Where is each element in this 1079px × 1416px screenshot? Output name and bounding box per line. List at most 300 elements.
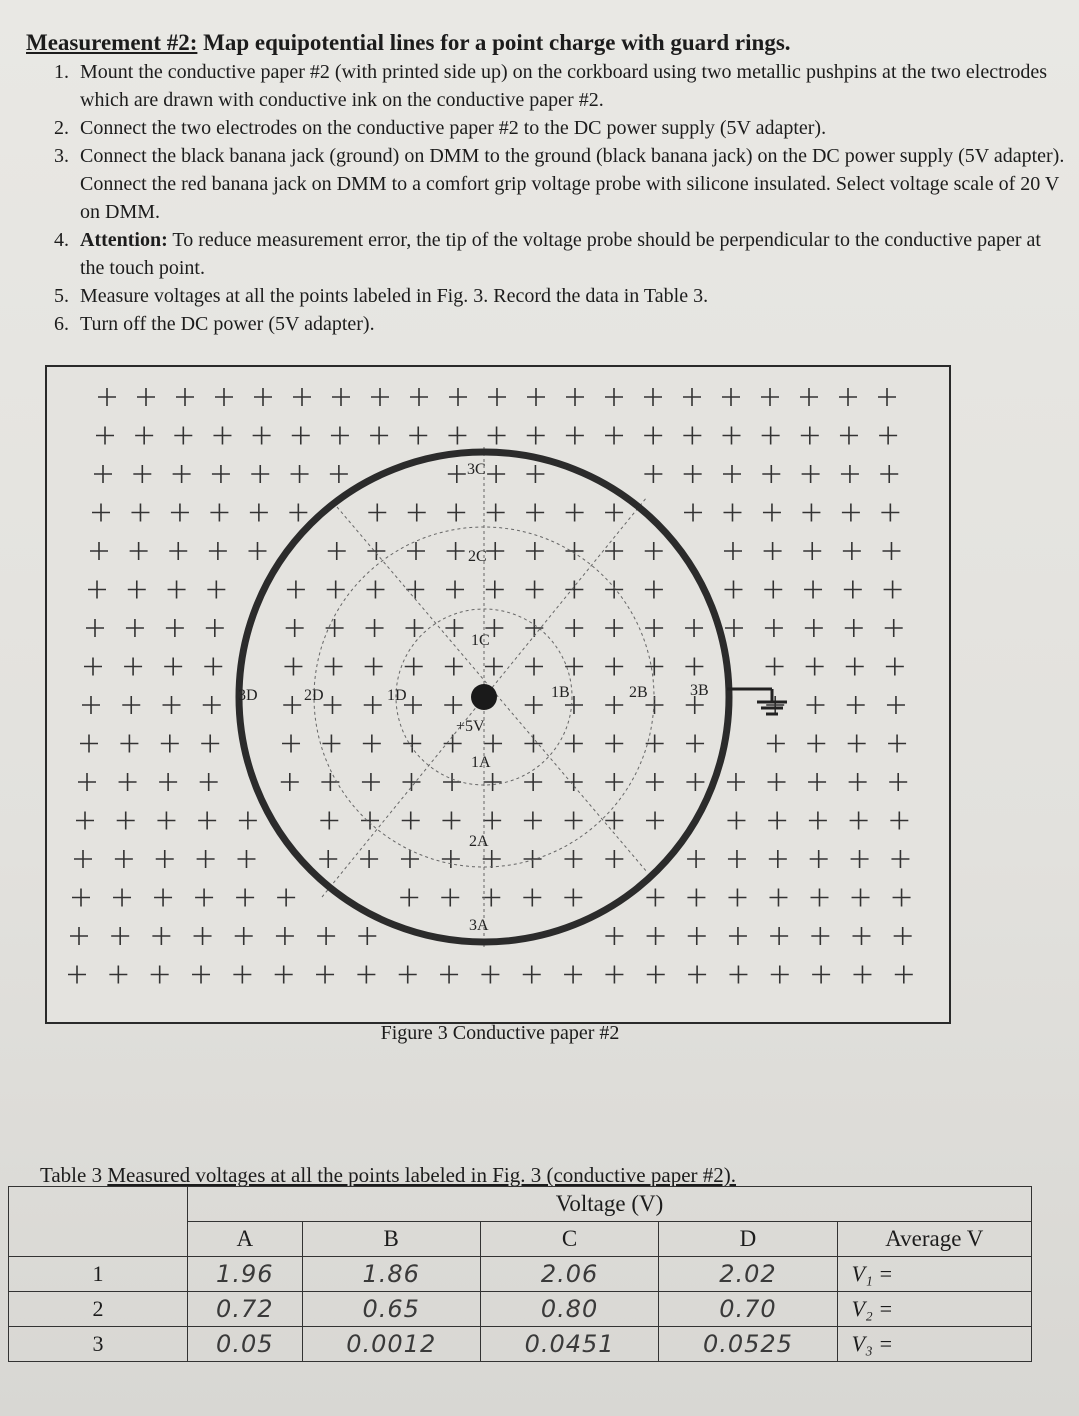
label-2a: 2A: [469, 833, 489, 850]
measurement-heading: Map equipotential lines for a point charge with guard rings.: [203, 30, 791, 55]
cell-2b: 0.65: [302, 1292, 480, 1327]
grid-cross: [565, 619, 583, 637]
grid-cross: [287, 581, 305, 599]
grid-cross: [98, 388, 116, 406]
column-average-header: Average V: [837, 1222, 1031, 1257]
grid-cross: [326, 619, 344, 637]
grid-cross: [605, 696, 623, 714]
grid-cross: [605, 658, 623, 676]
grid-cross: [402, 812, 420, 830]
grid-cross: [317, 927, 335, 945]
grid-cross: [405, 619, 423, 637]
grid-cross: [878, 388, 896, 406]
grid-cross: [644, 465, 662, 483]
grid-cross: [445, 619, 463, 637]
cell-3b: 0.0012: [302, 1327, 480, 1362]
measurement-label: Measurement #2:: [26, 30, 198, 55]
grid-cross: [109, 966, 127, 984]
grid-cross: [166, 619, 184, 637]
grid-cross: [203, 696, 221, 714]
grid-cross: [74, 850, 92, 868]
grid-cross: [406, 581, 424, 599]
grid-cross: [319, 850, 337, 868]
grid-cross: [645, 619, 663, 637]
grid-cross: [644, 388, 662, 406]
grid-cross: [215, 388, 233, 406]
table-row: [9, 1257, 1032, 1292]
label-2b: 2B: [629, 684, 648, 701]
grid-cross: [174, 427, 192, 445]
grid-cross: [645, 542, 663, 560]
grid-cross: [92, 504, 110, 522]
grid-cross: [68, 966, 86, 984]
grid-cross: [850, 812, 868, 830]
table-row: [9, 1292, 1032, 1327]
cell-1d: 2.02: [659, 1257, 837, 1292]
grid-cross: [839, 388, 857, 406]
grid-cross: [281, 773, 299, 791]
step-3: 3. Connect the black banana jack (ground) on DMM to the ground (black banana jack) on the DC power supply (5V adapter). Connect the red banana jack on DMM to a comfort grip voltage probe with silicone insulated. Select voltage scale of 20 V on DMM.: [74, 142, 1066, 226]
grid-cross: [210, 504, 228, 522]
grid-cross: [886, 658, 904, 676]
grid-cross: [201, 735, 219, 753]
label-3d: 3D: [238, 687, 258, 704]
grid-cross: [766, 696, 784, 714]
row-2-label: 2: [9, 1292, 188, 1327]
grid-cross: [277, 889, 295, 907]
grid-cross: [135, 427, 153, 445]
grid-cross: [448, 427, 466, 445]
column-a-header: A: [188, 1222, 303, 1257]
grid-cross: [843, 542, 861, 560]
grid-cross: [96, 427, 114, 445]
instructions: [26, 28, 1066, 338]
grid-cross: [486, 542, 504, 560]
grid-cross: [440, 966, 458, 984]
grid-cross: [168, 581, 186, 599]
grid-cross: [239, 812, 257, 830]
grid-cross: [565, 542, 583, 560]
grid-cross: [488, 388, 506, 406]
grid-cross: [322, 735, 340, 753]
grid-cross: [762, 427, 780, 445]
label-1d: 1D: [387, 687, 407, 704]
grid-cross: [605, 773, 623, 791]
grid-cross: [157, 812, 175, 830]
label-1c: 1C: [471, 632, 490, 649]
cell-3a: 0.05: [188, 1327, 303, 1362]
cell-2d: 0.70: [659, 1292, 837, 1327]
grid-cross: [729, 927, 747, 945]
grid-cross: [524, 850, 542, 868]
grid-cross: [645, 658, 663, 676]
grid-cross: [889, 773, 907, 791]
grid-cross: [683, 388, 701, 406]
grid-cross: [727, 812, 745, 830]
grid-cross: [566, 504, 584, 522]
grid-cross: [78, 773, 96, 791]
grid-cross: [113, 889, 131, 907]
grid-cross: [446, 581, 464, 599]
grid-cross: [688, 966, 706, 984]
cell-3d: 0.0525: [659, 1327, 837, 1362]
grid-cross: [171, 504, 189, 522]
grid-cross: [357, 966, 375, 984]
grid-cross: [768, 773, 786, 791]
grid-cross: [809, 812, 827, 830]
grid-cross: [526, 504, 544, 522]
label-2c: 2C: [468, 548, 487, 565]
grid-cross: [200, 773, 218, 791]
grid-cross: [605, 581, 623, 599]
grid-cross: [808, 773, 826, 791]
grid-cross: [605, 735, 623, 753]
grid-cross: [292, 427, 310, 445]
grid-cross: [442, 812, 460, 830]
grid-cross: [368, 504, 386, 522]
grid-cross: [286, 619, 304, 637]
grid-cross: [117, 812, 135, 830]
grid-cross: [769, 850, 787, 868]
attention-label: Attention:: [80, 229, 168, 251]
grid-cross: [408, 504, 426, 522]
step-2: 2. Connect the two electrodes on the conductive paper #2 to the DC power supply (5V adapter).: [74, 114, 1066, 142]
cell-2-average: V₂ =: [837, 1292, 1031, 1327]
grid-cross: [684, 504, 702, 522]
grid-cross: [770, 927, 788, 945]
grid-cross: [564, 966, 582, 984]
grid-cross: [358, 927, 376, 945]
grid-cross: [409, 427, 427, 445]
grid-cross: [207, 581, 225, 599]
grid-cross: [404, 696, 422, 714]
row-1-label: 1: [9, 1257, 188, 1292]
grid-cross: [360, 850, 378, 868]
grid-cross: [327, 581, 345, 599]
grid-cross: [293, 388, 311, 406]
grid-cross: [88, 581, 106, 599]
grid-cross: [724, 581, 742, 599]
grid-cross: [646, 773, 664, 791]
grid-cross: [284, 658, 302, 676]
label-3c: 3C: [467, 461, 486, 478]
grid-cross: [365, 658, 383, 676]
grid-cross: [76, 812, 94, 830]
grid-cross: [688, 927, 706, 945]
grid-cross: [767, 735, 785, 753]
grid-cross: [846, 658, 864, 676]
grid-cross: [276, 927, 294, 945]
label-3a: 3A: [469, 917, 489, 934]
grid-cross: [484, 735, 502, 753]
step-4: [74, 226, 1066, 282]
grid-cross: [565, 812, 583, 830]
grid-cross: [364, 696, 382, 714]
grid-cross: [176, 388, 194, 406]
grid-cross: [847, 696, 865, 714]
cell-1-average: V₁ =: [837, 1257, 1031, 1292]
grid-cross: [763, 504, 781, 522]
grid-cross: [811, 889, 829, 907]
grid-cross: [449, 388, 467, 406]
grid-cross: [137, 388, 155, 406]
grid-cross: [683, 427, 701, 445]
grid-cross: [173, 465, 191, 483]
grid-cross: [283, 696, 301, 714]
grid-cross: [525, 619, 543, 637]
grid-cross: [526, 581, 544, 599]
grid-cross: [115, 850, 133, 868]
grid-cross: [328, 542, 346, 560]
grid-cross: [484, 773, 502, 791]
grid-cross: [448, 465, 466, 483]
grid-cross: [723, 465, 741, 483]
grid-cross: [323, 696, 341, 714]
grid-cross: [802, 465, 820, 483]
grid-cross: [441, 889, 459, 907]
grid-cross: [646, 735, 664, 753]
grid-cross: [565, 581, 583, 599]
grid-cross: [367, 542, 385, 560]
grid-cross: [251, 465, 269, 483]
grid-cross: [880, 465, 898, 483]
grid-cross: [812, 966, 830, 984]
grid-cross: [206, 619, 224, 637]
grid-cross: [111, 927, 129, 945]
grid-cross: [566, 388, 584, 406]
grid-cross: [771, 966, 789, 984]
grid-cross: [94, 465, 112, 483]
column-d-header: D: [659, 1222, 837, 1257]
grid-cross: [204, 658, 222, 676]
grid-cross: [686, 773, 704, 791]
grid-cross: [605, 850, 623, 868]
grid-cross: [72, 889, 90, 907]
grid-cross: [526, 465, 544, 483]
grid-cross: [800, 388, 818, 406]
grid-cross: [164, 658, 182, 676]
cell-1c: 2.06: [480, 1257, 658, 1292]
step-5: 5. Measure voltages at all the points labeled in Fig. 3. Record the data in Table 3.: [74, 282, 1066, 310]
grid-cross: [605, 542, 623, 560]
grid-cross: [447, 504, 465, 522]
grid-cross: [802, 504, 820, 522]
grid-cross: [291, 465, 309, 483]
column-c-header: C: [480, 1222, 658, 1257]
grid-cross: [810, 850, 828, 868]
grid-cross: [884, 581, 902, 599]
grid-cross: [371, 388, 389, 406]
grid-cross: [605, 388, 623, 406]
grid-cross: [885, 619, 903, 637]
center-electrode: [471, 684, 497, 710]
grid-cross: [119, 773, 137, 791]
grid-cross: [684, 465, 702, 483]
row-3-label: 3: [9, 1327, 188, 1362]
grid-cross: [195, 889, 213, 907]
grid-cross: [84, 658, 102, 676]
cell-2c: 0.80: [480, 1292, 658, 1327]
grid-cross: [806, 658, 824, 676]
grid-cross: [236, 889, 254, 907]
grid-cross: [879, 427, 897, 445]
grid-cross: [605, 427, 623, 445]
grid-cross: [486, 581, 504, 599]
grid-cross: [525, 696, 543, 714]
grid-cross: [198, 812, 216, 830]
grid-cross: [728, 850, 746, 868]
field-map: [47, 367, 949, 1022]
grid-cross: [842, 504, 860, 522]
grid-cross: [804, 581, 822, 599]
step-1: 1. Mount the conductive paper #2 (with printed side up) on the corkboard using two metallic pushpins at the two electrodes which are drawn with conductive ink on the conductive paper #2.: [74, 58, 1066, 114]
figure-caption: Figure 3 Conductive paper #2: [380, 1022, 620, 1044]
grid-cross: [841, 465, 859, 483]
grid-cross: [887, 696, 905, 714]
grid-cross: [882, 542, 900, 560]
grid-cross: [524, 773, 542, 791]
grid-cross: [647, 966, 665, 984]
grid-cross: [487, 465, 505, 483]
grid-cross: [320, 812, 338, 830]
grid-cross: [764, 542, 782, 560]
grid-cross: [370, 427, 388, 445]
grid-cross: [445, 658, 463, 676]
grid-cross: [526, 542, 544, 560]
grid-cross: [282, 735, 300, 753]
grid-cross: [331, 427, 349, 445]
grid-cross: [895, 966, 913, 984]
grid-cross: [685, 658, 703, 676]
grid-cross: [442, 850, 460, 868]
grid-cross: [565, 658, 583, 676]
grid-cross: [90, 542, 108, 560]
grid-cross: [405, 658, 423, 676]
grid-cross: [890, 812, 908, 830]
corner-cell: [9, 1187, 188, 1257]
grid-cross: [765, 619, 783, 637]
grid-cross: [851, 850, 869, 868]
label-1b: 1B: [551, 684, 570, 701]
grid-cross: [444, 696, 462, 714]
grid-cross: [524, 812, 542, 830]
grid-cross: [235, 927, 253, 945]
grid-cross: [130, 542, 148, 560]
grid-cross: [332, 388, 350, 406]
grid-cross: [766, 658, 784, 676]
grid-cross: [647, 927, 665, 945]
voltage-table: [8, 1186, 1032, 1362]
grid-cross: [646, 812, 664, 830]
grid-cross: [722, 427, 740, 445]
grid-cross: [523, 966, 541, 984]
grid-cross: [481, 966, 499, 984]
grid-cross: [527, 427, 545, 445]
grid-cross: [728, 889, 746, 907]
grid-cross: [891, 850, 909, 868]
grid-cross: [159, 773, 177, 791]
grid-cross: [275, 966, 293, 984]
grid-cross: [444, 735, 462, 753]
grid-cross: [192, 966, 210, 984]
label-source: +5V: [456, 718, 485, 735]
grid-cross: [803, 542, 821, 560]
grid-cross: [805, 619, 823, 637]
grid-cross: [254, 388, 272, 406]
grid-cross: [124, 658, 142, 676]
grid-cross: [722, 388, 740, 406]
grid-cross: [565, 735, 583, 753]
table-caption: [40, 1163, 736, 1188]
step-4-text: To reduce measurement error, the tip of the voltage probe should be perpendicular to the conductive paper at the touch point.: [80, 229, 1041, 279]
voltage-group-header: Voltage (V): [188, 1187, 1032, 1222]
grid-cross: [250, 504, 268, 522]
grid-cross: [729, 966, 747, 984]
grid-cross: [806, 696, 824, 714]
grid-cross: [253, 427, 271, 445]
grid-cross: [605, 619, 623, 637]
grid-cross: [687, 889, 705, 907]
grid-cross: [844, 581, 862, 599]
grid-cross: [687, 850, 705, 868]
grid-cross: [325, 658, 343, 676]
grid-cross: [769, 889, 787, 907]
column-b-header: B: [302, 1222, 480, 1257]
grid-cross: [161, 735, 179, 753]
grid-cross: [487, 504, 505, 522]
grid-cross: [564, 850, 582, 868]
grid-cross: [645, 581, 663, 599]
grid-cross: [194, 927, 212, 945]
grid-cross: [485, 658, 503, 676]
grid-cross: [525, 658, 543, 676]
grid-cross: [86, 619, 104, 637]
grid-cross: [566, 427, 584, 445]
grid-cross: [248, 542, 266, 560]
grid-cross: [237, 850, 255, 868]
grid-cross: [213, 427, 231, 445]
grid-cross: [410, 388, 428, 406]
grid-cross: [70, 927, 88, 945]
table-row: [9, 1327, 1032, 1362]
label-1a: 1A: [471, 754, 491, 771]
grid-cross: [447, 542, 465, 560]
grid-cross: [151, 966, 169, 984]
grid-cross: [761, 388, 779, 406]
grid-cross: [565, 773, 583, 791]
grid-cross: [801, 427, 819, 445]
grid-cross: [289, 504, 307, 522]
grid-cross: [209, 542, 227, 560]
grid-cross: [154, 889, 172, 907]
grid-cross: [400, 889, 418, 907]
grid-cross: [162, 696, 180, 714]
grid-cross: [197, 850, 215, 868]
grid-cross: [128, 581, 146, 599]
label-2d: 2D: [304, 687, 324, 704]
grid-cross: [82, 696, 100, 714]
grid-cross: [853, 966, 871, 984]
grid-cross: [366, 581, 384, 599]
grid-cross: [605, 927, 623, 945]
grid-cross: [762, 465, 780, 483]
grid-cross: [443, 773, 461, 791]
grid-cross: [156, 850, 174, 868]
step-6: 6. Turn off the DC power (5V adapter).: [74, 310, 1066, 338]
cell-3c: 0.0451: [480, 1327, 658, 1362]
grid-cross: [402, 773, 420, 791]
grid-cross: [316, 966, 334, 984]
